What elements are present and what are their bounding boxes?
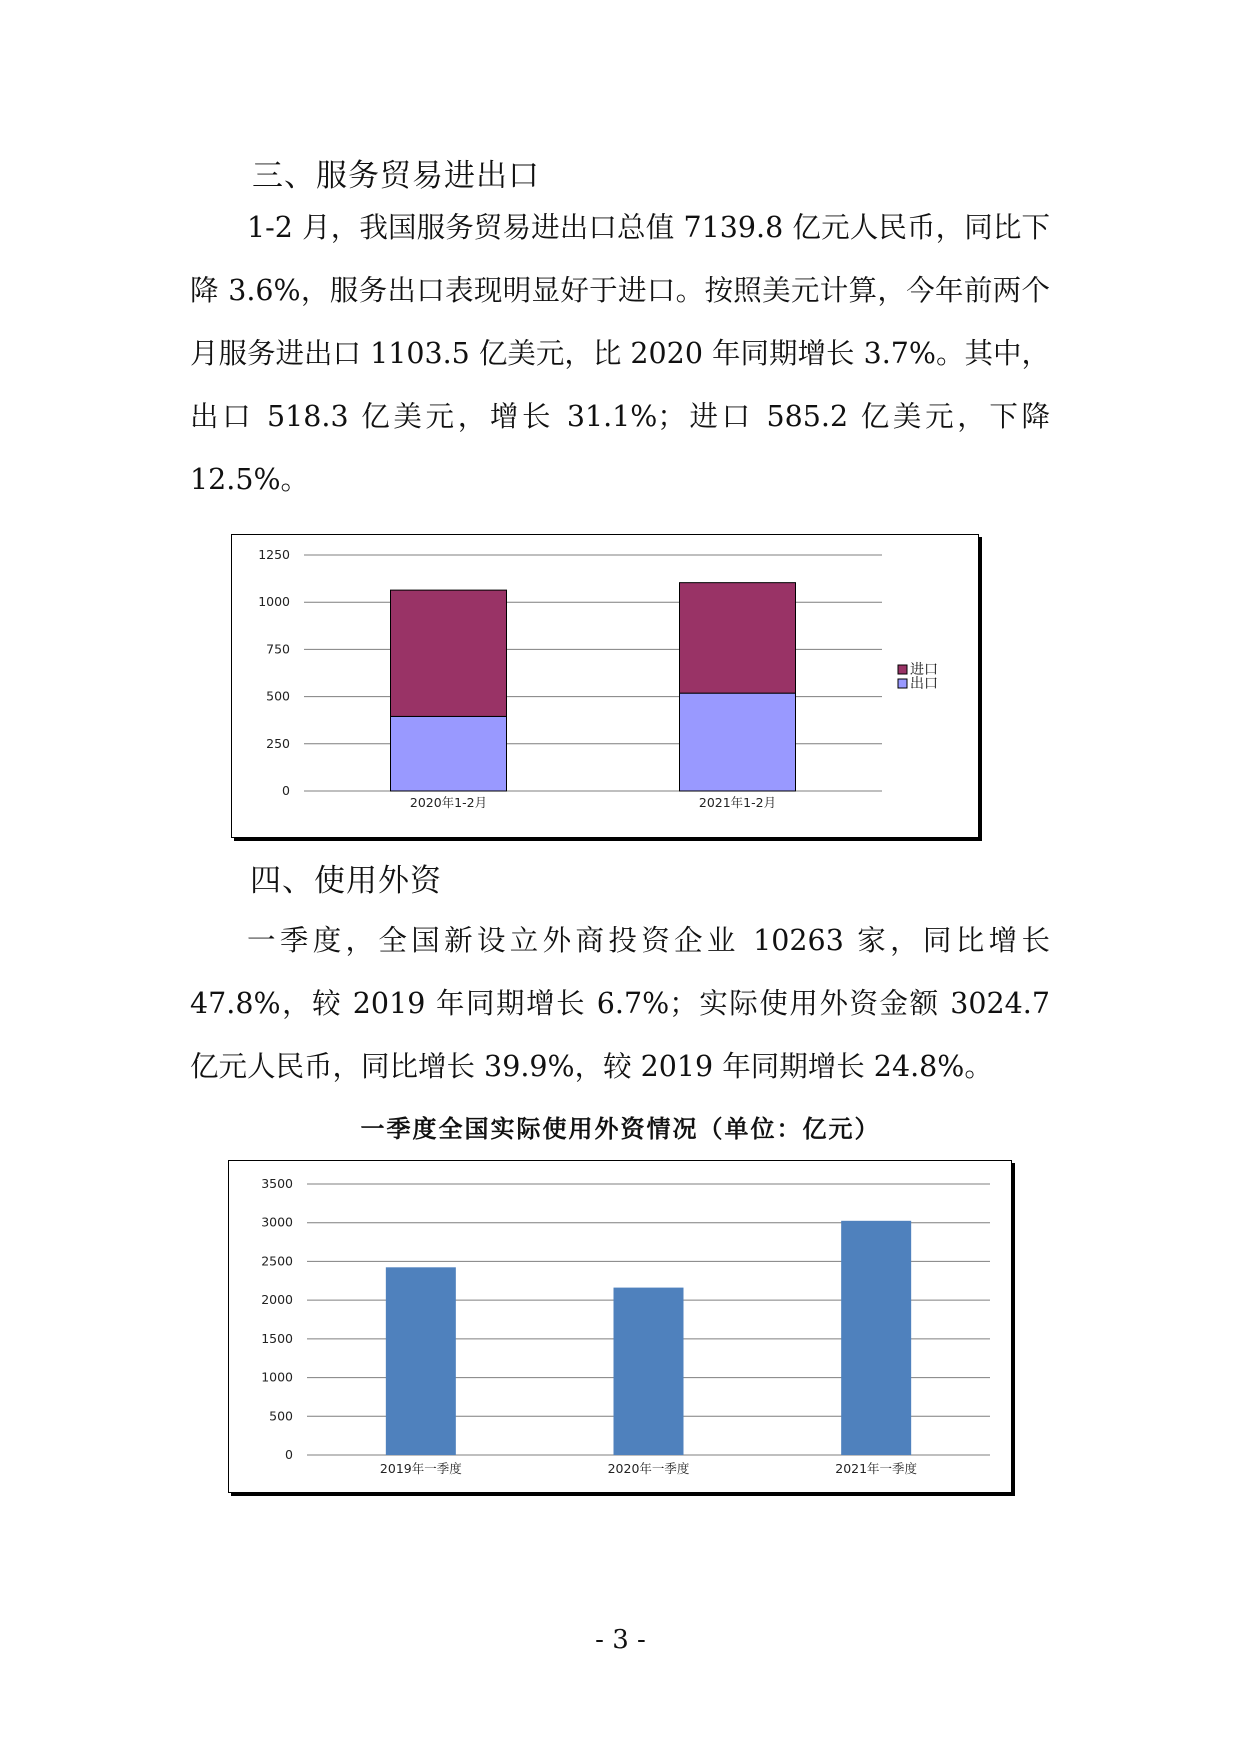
y-tick-label: 3000 <box>261 1214 293 1230</box>
fdi-bar <box>386 1267 456 1455</box>
y-tick-label: 3500 <box>261 1176 293 1191</box>
bar-segment-import <box>680 583 796 693</box>
bar-segment-export <box>391 716 507 791</box>
legend-label: 出口 <box>910 676 938 692</box>
fdi-chart <box>228 1160 1012 1493</box>
x-tick-label: 2021年一季度 <box>835 1461 918 1476</box>
y-tick-label: 1000 <box>258 594 290 610</box>
fdi-chart-title: 一季度全国实际使用外资情况（单位：亿元） <box>360 1115 881 1143</box>
legend-label: 进口 <box>910 662 938 678</box>
services-trade-paragraph: 1-2 月，我国服务贸易进出口总值 7139.8 亿元人民币，同比下降 3.6%，服务出口表现明显好于进口。按照美元计算，今年前两个月服务进出口 1103.5 亿美元，比 2020 年同期增长 3.7%。其中，出口 518.3 亿美元，增长 31.1%；进口 585.2 亿美元，下降 12.5%。 <box>190 211 1050 496</box>
legend-swatch <box>898 665 907 674</box>
x-tick-label: 2020年1-2月 <box>409 795 488 810</box>
page-number: - 3 - <box>595 1625 646 1655</box>
services-trade-chart-svg <box>232 535 978 837</box>
section-heading-services-trade: 三、服务贸易进出口 <box>252 158 540 194</box>
fdi-bar <box>614 1288 684 1455</box>
y-tick-label: 1500 <box>261 1330 293 1346</box>
bar-segment-export <box>680 693 796 791</box>
legend-swatch <box>898 679 907 688</box>
y-tick-label: 750 <box>266 641 290 657</box>
y-tick-label: 250 <box>266 735 290 751</box>
x-tick-label: 2021年1-2月 <box>698 795 777 810</box>
y-tick-label: 1250 <box>258 547 290 562</box>
y-tick-label: 1000 <box>261 1369 293 1385</box>
y-tick-label: 0 <box>285 1447 293 1462</box>
section-heading-fdi: 四、使用外资 <box>250 863 442 899</box>
fdi-chart-svg <box>229 1161 1011 1492</box>
x-tick-label: 2020年一季度 <box>607 1461 690 1476</box>
bar-segment-import <box>391 590 507 716</box>
y-tick-label: 500 <box>269 1408 293 1424</box>
y-tick-label: 2500 <box>261 1253 293 1269</box>
y-tick-label: 2000 <box>261 1292 293 1308</box>
y-tick-label: 500 <box>266 688 290 704</box>
fdi-bar <box>841 1221 911 1455</box>
y-tick-label: 0 <box>282 783 290 798</box>
fdi-paragraph: 一季度，全国新设立外商投资企业 10263 家，同比增长 47.8%，较 2019 年同期增长 6.7%；实际使用外资金额 3024.7 亿元人民币，同比增长 39.9%，较 2019 年同期增长 24.8%。 <box>190 924 1050 1083</box>
services-trade-chart <box>231 534 979 838</box>
x-tick-label: 2019年一季度 <box>379 1461 462 1476</box>
